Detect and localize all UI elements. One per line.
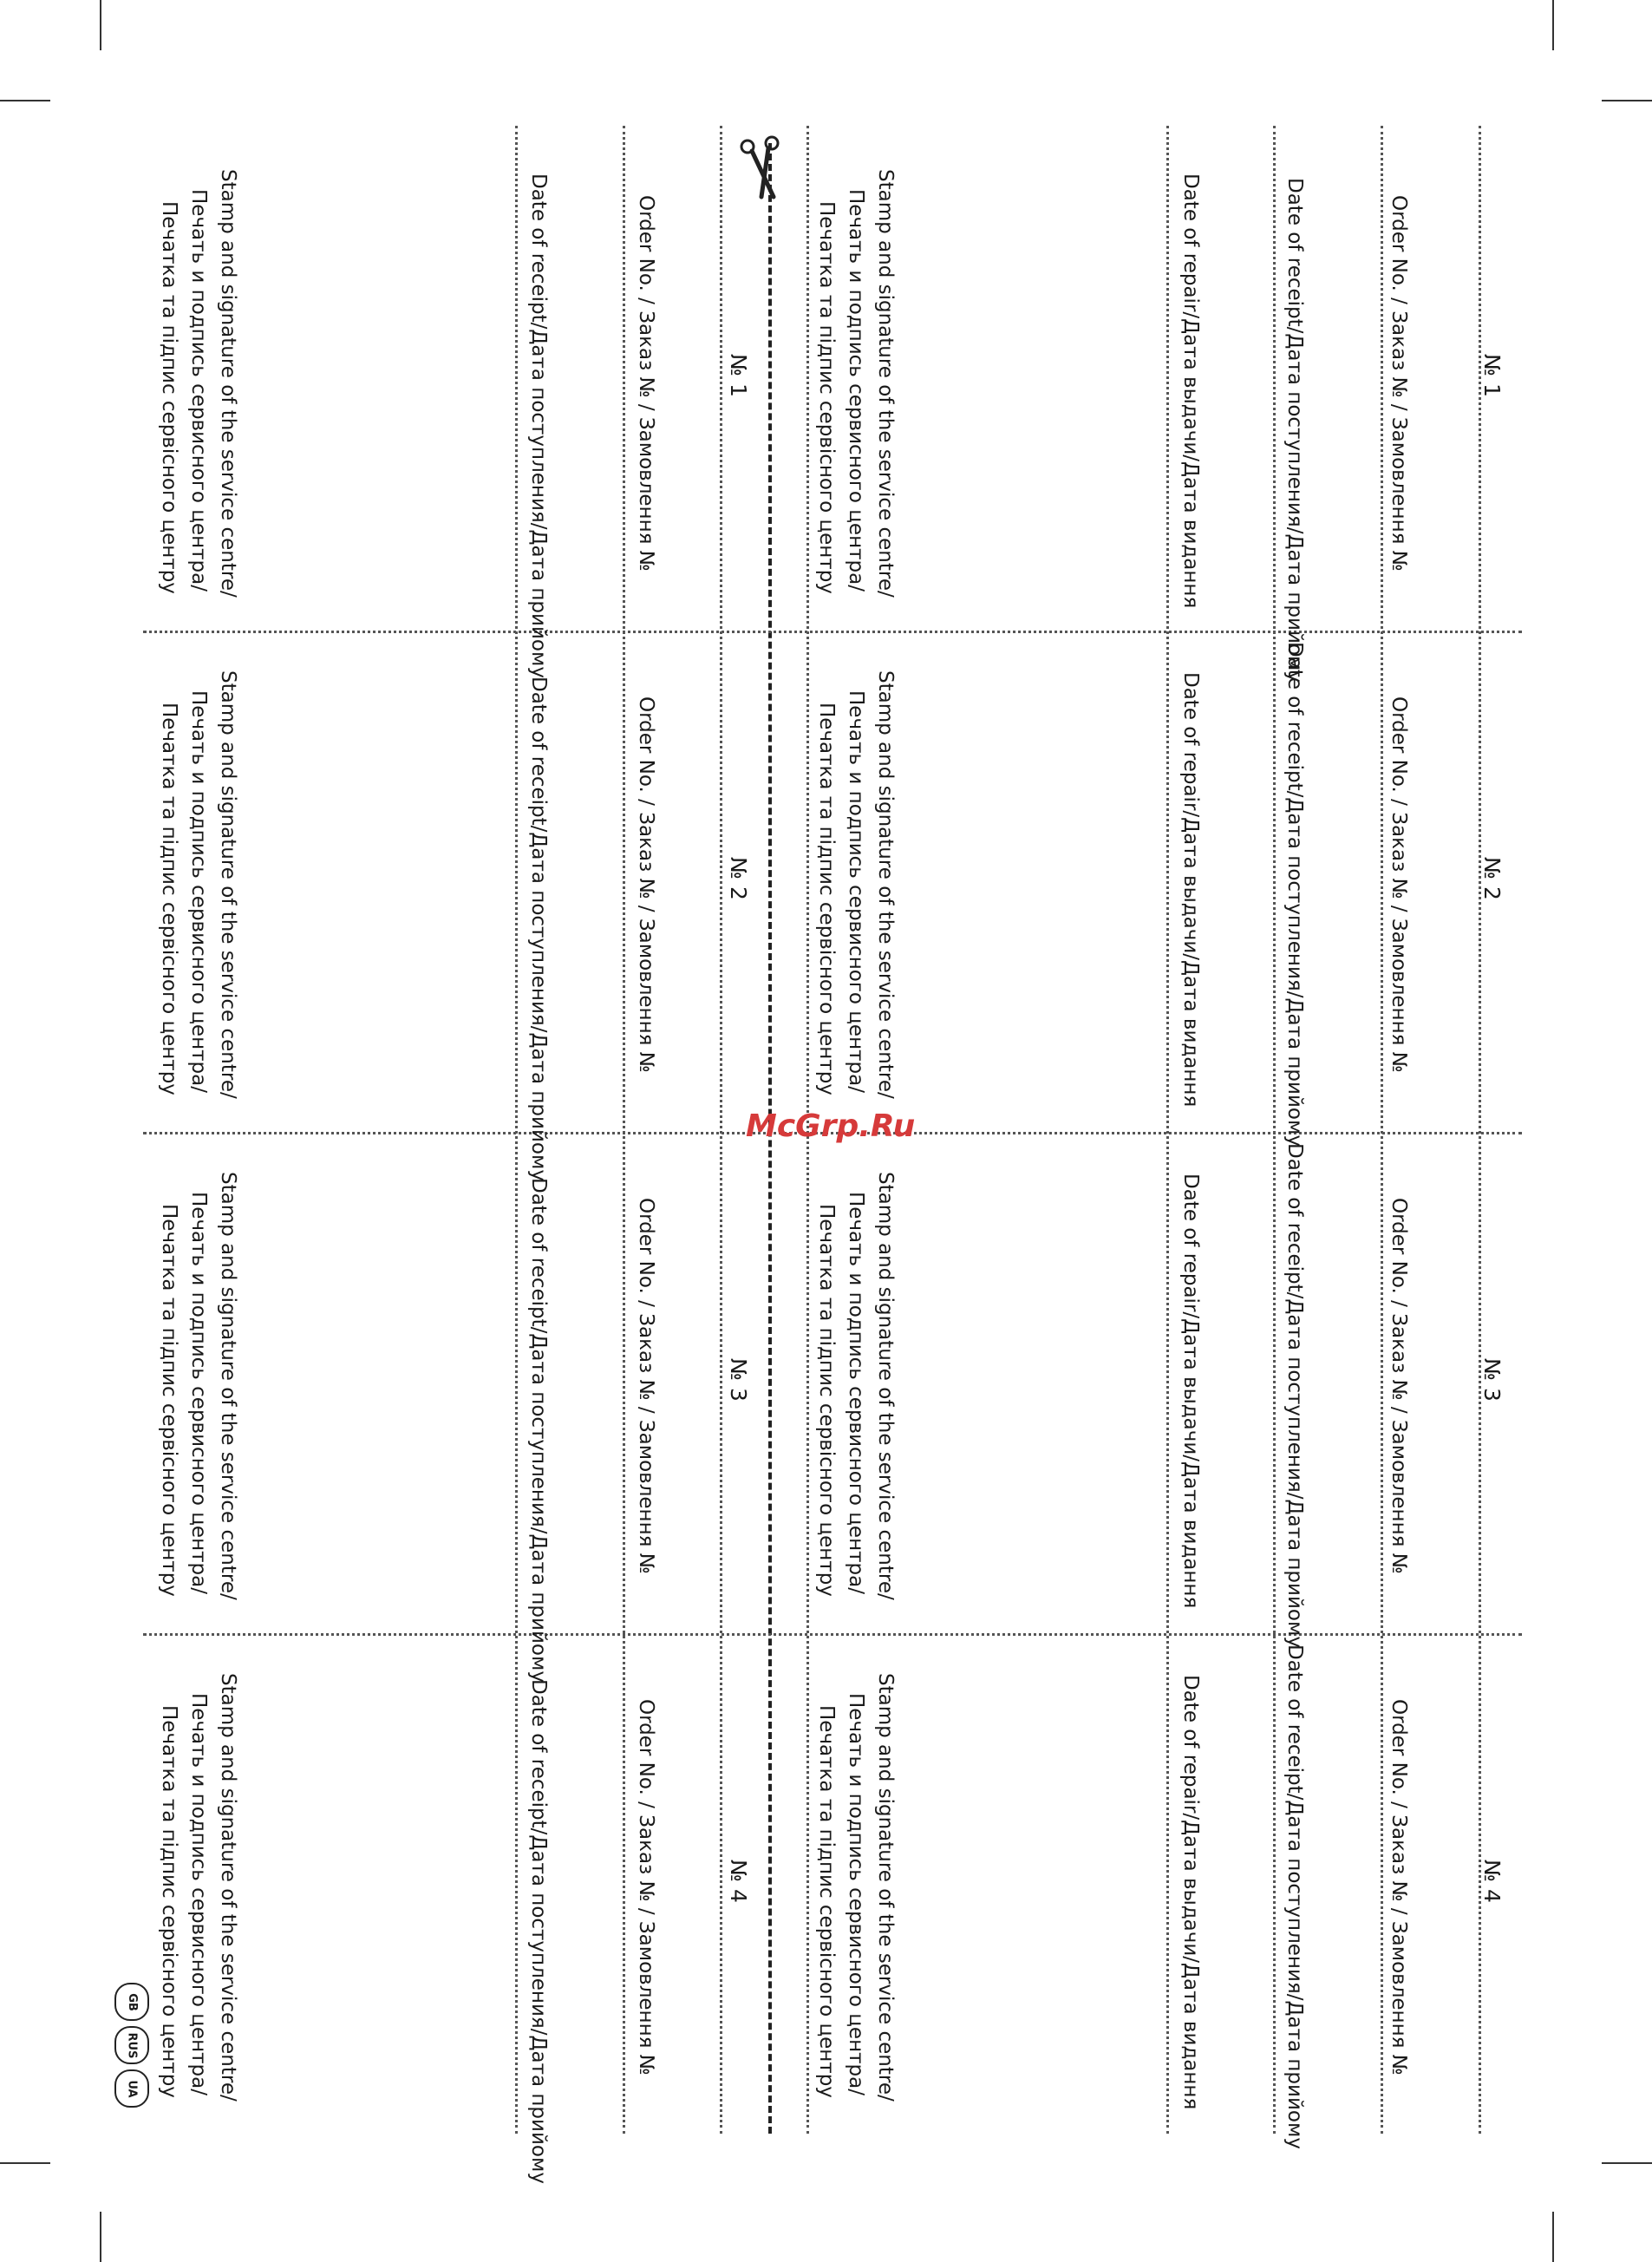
stamp-signature-line: Stamp and signature of the service centre/ — [874, 1673, 897, 2102]
rule-line — [515, 126, 518, 2134]
stub-number: № 3 — [726, 1358, 751, 1402]
stub-receipt-date-label: Date of receipt/Дата поступления/Дата прийому — [527, 1178, 550, 1683]
stamp-signature-line: Stamp and signature of the service centre/ — [874, 670, 897, 1099]
stub-stamp-signature-line: Печать и подпись сервисного центра/ — [187, 189, 210, 592]
coupon-number: № 1 — [1479, 354, 1505, 397]
rule-line — [623, 126, 625, 2134]
repair-date-label: Date of repair/Дата выдачи/Дата видання — [1179, 1675, 1202, 2110]
stub-stamp-signature-line: Печатка та підпис сервісного центру — [158, 1204, 180, 1597]
stamp-signature-line: Печатка та підпис сервісного центру — [815, 703, 838, 1095]
stub-order-number-label: Order No. / Заказ № / Замовлення № — [635, 1198, 657, 1574]
crop-mark — [1552, 0, 1554, 50]
stamp-signature-line: Печать и подпись сервисного центра/ — [845, 189, 867, 592]
rule-line — [720, 126, 722, 2134]
repair-date-label: Date of repair/Дата выдачи/Дата видання — [1179, 173, 1202, 609]
repair-date-label: Date of repair/Дата выдачи/Дата видання — [1179, 1173, 1202, 1609]
stamp-signature-line: Печать и подпись сервисного центра/ — [845, 1192, 867, 1594]
lang-badge-ua: UA — [114, 2069, 149, 2108]
stub-stamp-signature-line: Stamp and signature of the service centre/ — [217, 169, 239, 598]
order-number-label: Order No. / Заказ № / Замовлення № — [1388, 696, 1410, 1073]
stub-stamp-signature-line: Stamp and signature of the service centre/ — [217, 670, 239, 1099]
crop-mark — [100, 0, 101, 50]
stamp-signature-line: Stamp and signature of the service centre/ — [874, 1172, 897, 1600]
stub-stamp-signature-line: Stamp and signature of the service centre/ — [217, 1172, 239, 1600]
scissors-icon — [735, 134, 796, 204]
stub-order-number-label: Order No. / Заказ № / Замовлення № — [635, 195, 657, 572]
stub-order-number-label: Order No. / Заказ № / Замовлення № — [635, 696, 657, 1073]
stub-stamp-signature-line: Stamp and signature of the service centre/ — [217, 1673, 239, 2102]
stub-stamp-signature-line: Печать и подпись сервисного центра/ — [187, 1693, 210, 2095]
stub-receipt-date-label: Date of receipt/Дата поступления/Дата прийому — [527, 1679, 550, 2184]
crop-mark — [100, 2212, 101, 2262]
stub-stamp-signature-line: Печатка та підпис сервісного центру — [158, 201, 180, 594]
repair-date-label: Date of repair/Дата выдачи/Дата видання — [1179, 672, 1202, 1108]
crop-mark — [0, 100, 50, 101]
receipt-date-label: Date of receipt/Дата поступления/Дата прийому — [1283, 642, 1306, 1147]
stamp-signature-line: Печатка та підпис сервісного центру — [815, 1705, 838, 2098]
coupon-number: № 4 — [1479, 1860, 1505, 1903]
receipt-date-label: Date of receipt/Дата поступления/Дата прийому — [1283, 178, 1306, 683]
stamp-signature-line: Печать и подпись сервисного центра/ — [845, 1693, 867, 2095]
watermark: McGrp.Ru — [746, 1108, 916, 1144]
stub-receipt-date-label: Date of receipt/Дата поступления/Дата прийому — [527, 173, 550, 678]
stamp-signature-line: Печать и подпись сервисного центра/ — [845, 690, 867, 1093]
stub-order-number-label: Order No. / Заказ № / Замовлення № — [635, 1699, 657, 2076]
stub-number: № 4 — [726, 1860, 751, 1903]
stub-stamp-signature-line: Печать и подпись сервисного центра/ — [187, 1192, 210, 1594]
coupon-number: № 2 — [1479, 857, 1505, 900]
rule-line — [1273, 126, 1276, 2134]
rule-line — [1166, 126, 1169, 2134]
stamp-signature-line: Печатка та підпис сервісного центру — [815, 1204, 838, 1597]
order-number-label: Order No. / Заказ № / Замовлення № — [1388, 195, 1410, 572]
crop-mark — [1602, 100, 1652, 101]
lang-badge-rus: RUS — [114, 2026, 149, 2064]
lang-badge-gb: GB — [114, 1983, 149, 2021]
stub-stamp-signature-line: Печатка та підпис сервісного центру — [158, 1705, 180, 2098]
receipt-date-label: Date of receipt/Дата поступления/Дата прийому — [1283, 1644, 1306, 2149]
rule-line — [1381, 126, 1383, 2134]
stub-stamp-signature-line: Печать и подпись сервисного центра/ — [187, 690, 210, 1093]
rule-line — [1479, 126, 1481, 2134]
stub-number: № 1 — [726, 354, 751, 397]
order-number-label: Order No. / Заказ № / Замовлення № — [1388, 1699, 1410, 2076]
stamp-signature-line: Stamp and signature of the service centre/ — [874, 169, 897, 598]
order-number-label: Order No. / Заказ № / Замовлення № — [1388, 1198, 1410, 1574]
crop-mark — [0, 2162, 50, 2164]
stamp-signature-line: Печатка та підпис сервісного центру — [815, 201, 838, 594]
stub-stamp-signature-line: Печатка та підпис сервісного центру — [158, 703, 180, 1095]
stub-number: № 2 — [726, 857, 751, 900]
coupon-separator — [143, 631, 1522, 633]
receipt-date-label: Date of receipt/Дата поступления/Дата прийому — [1283, 1143, 1306, 1648]
crop-mark — [1602, 2162, 1652, 2164]
crop-mark — [1552, 2212, 1554, 2262]
stub-receipt-date-label: Date of receipt/Дата поступления/Дата прийому — [527, 677, 550, 1181]
coupon-separator — [143, 1633, 1522, 1636]
coupon-number: № 3 — [1479, 1358, 1505, 1402]
